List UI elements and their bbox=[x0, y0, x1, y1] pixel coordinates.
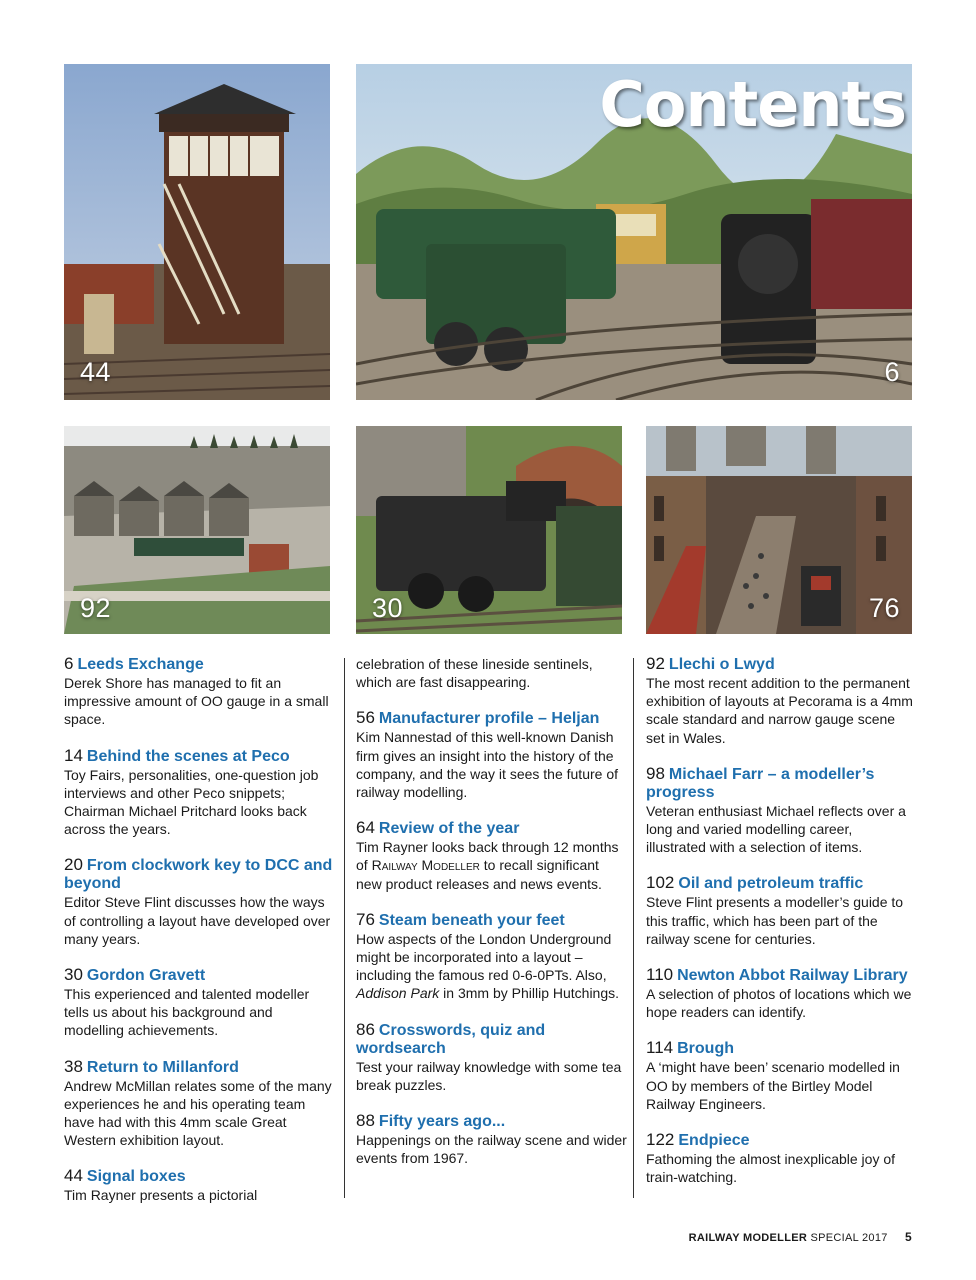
entry-page: 6 bbox=[64, 654, 74, 673]
contents-entry[interactable] bbox=[646, 655, 916, 747]
entry-heading[interactable]: Fifty years ago... bbox=[378, 1113, 506, 1131]
entry-description: celebration of these lineside sentinels, which are fast disappearing. bbox=[356, 656, 593, 691]
entry-page: 30 bbox=[64, 965, 83, 985]
contents-entry[interactable] bbox=[356, 709, 628, 801]
entry-description: Andrew McMillan relates some of the many experiences he and his operating team have had with this 4mm scale Great Western exhibition layout. bbox=[64, 1077, 332, 1149]
entry-heading[interactable]: Manufacturer profile – Heljan bbox=[378, 710, 600, 728]
entry-page: 14 bbox=[64, 745, 83, 765]
contents-entry[interactable] bbox=[646, 1131, 916, 1186]
entry-description: Steve Flint presents a modeller’s guide to this traffic, which has been part of the railway scene for centuries. bbox=[646, 894, 904, 947]
entry-page: 110 bbox=[646, 965, 674, 985]
photo-signal-box bbox=[64, 64, 330, 400]
entry-description: Fathoming the almost inexplicable joy of train-watching. bbox=[646, 1151, 896, 1186]
entry-page: 92 bbox=[646, 654, 665, 673]
entry-heading[interactable]: Brough bbox=[677, 1040, 734, 1058]
photo-page-number: 44 bbox=[80, 357, 112, 387]
entry-heading[interactable]: Newton Abbot Railway Library bbox=[677, 967, 908, 985]
entry-heading[interactable]: Steam beneath your feet bbox=[378, 911, 565, 929]
entry-description: Test your railway knowledge with some tea break puzzles. bbox=[356, 1058, 622, 1093]
edition: SPECIAL 2017 bbox=[810, 1232, 888, 1244]
entry-heading[interactable]: Oil and petroleum traffic bbox=[678, 875, 864, 893]
entry-description: Tim Rayner presents a pictorial bbox=[64, 1187, 258, 1204]
photo-gordon-gravett bbox=[356, 426, 622, 634]
entry-description: How aspects of the London Underground might be incorporated into a layout – including the famous red 0-6-0PTs. Also, Addison Park in 3mm by Phillip Hutchings. bbox=[356, 930, 620, 1002]
entry-heading[interactable]: Michael Farr – a modeller’s progress bbox=[646, 765, 875, 801]
entry-page: 64 bbox=[356, 818, 375, 838]
contents-column-3 bbox=[646, 655, 916, 1204]
entry-heading[interactable]: Review of the year bbox=[378, 820, 520, 838]
page-footer bbox=[689, 1230, 912, 1244]
entry-heading[interactable]: Gordon Gravett bbox=[86, 967, 206, 985]
photo-page-number: 6 bbox=[884, 357, 900, 387]
entry-description: Derek Shore has managed to fit an impressive amount of OO gauge in a small space. bbox=[64, 675, 329, 728]
entry-heading[interactable]: Endpiece bbox=[678, 1132, 750, 1150]
entry-description: Happenings on the railway scene and wider events from 1967. bbox=[356, 1132, 627, 1167]
contents-entry[interactable] bbox=[646, 966, 916, 1021]
contents-entry[interactable] bbox=[646, 1039, 916, 1113]
entry-page: 114 bbox=[646, 1038, 674, 1058]
magazine-name: RAILWAY MODELLER bbox=[688, 1232, 808, 1244]
entry-page: 38 bbox=[64, 1056, 83, 1076]
contents-entry[interactable] bbox=[356, 819, 628, 893]
page-title: Contents bbox=[599, 68, 906, 141]
entry-heading[interactable]: Behind the scenes at Peco bbox=[86, 747, 290, 765]
contents-column-2 bbox=[356, 655, 628, 1185]
entry-page: 56 bbox=[356, 708, 375, 728]
entry-heading[interactable]: Crosswords, quiz and wordsearch bbox=[356, 1021, 546, 1057]
entry-heading[interactable]: Llechi o Lwyd bbox=[668, 656, 775, 673]
photo-page-number: 92 bbox=[80, 593, 112, 623]
contents-entry-continued bbox=[356, 655, 628, 691]
entry-heading[interactable]: Signal boxes bbox=[86, 1168, 186, 1186]
photo-llechi-o-lwyd bbox=[64, 426, 330, 634]
contents-entry[interactable] bbox=[646, 874, 916, 948]
contents-entry[interactable] bbox=[64, 747, 336, 839]
column-divider bbox=[344, 658, 345, 1198]
entry-description: This experienced and talented modeller tells us about his background and modelling achievements. bbox=[64, 986, 310, 1039]
entry-page: 86 bbox=[356, 1019, 375, 1039]
entry-description: Kim Nannestad of this well-known Danish firm gives an insight into the history of the company, and the way it sees the future of railway modelling. bbox=[356, 729, 619, 801]
entry-page: 88 bbox=[356, 1111, 375, 1131]
entry-page: 102 bbox=[646, 873, 675, 893]
entry-page: 76 bbox=[356, 909, 375, 929]
entry-heading[interactable]: Return to Millanford bbox=[86, 1058, 239, 1076]
entry-page: 44 bbox=[64, 1166, 83, 1186]
signal-box-image bbox=[64, 64, 330, 400]
entry-page: 122 bbox=[646, 1130, 675, 1150]
contents-entry[interactable] bbox=[356, 911, 628, 1003]
entry-page: 20 bbox=[64, 855, 83, 875]
contents-entry[interactable] bbox=[64, 966, 336, 1040]
entry-description: Tim Rayner looks back through 12 months of Railway Modeller to recall significant new product releases and news events. bbox=[356, 839, 619, 892]
contents-entry[interactable] bbox=[356, 1112, 628, 1167]
contents-entry[interactable] bbox=[646, 765, 916, 857]
contents-entry[interactable] bbox=[64, 1167, 336, 1204]
entry-description: A selection of photos of locations which we hope readers can identify. bbox=[646, 986, 912, 1021]
entry-description: A ‘might have been’ scenario modelled in OO by members of the Birtley Model Railway Engineers. bbox=[646, 1059, 900, 1112]
entry-description: The most recent addition to the permanent exhibition of layouts at Pecorama is a 4mm scale standard and narrow gauge scene set in Wales. bbox=[646, 675, 913, 746]
entry-heading[interactable]: Leeds Exchange bbox=[77, 656, 204, 673]
photo-page-number: 30 bbox=[372, 593, 404, 623]
contents-entry[interactable] bbox=[64, 1058, 336, 1150]
column-divider bbox=[633, 658, 634, 1198]
contents-entry[interactable] bbox=[356, 1021, 628, 1094]
photo-steam-underground bbox=[646, 426, 912, 634]
entry-heading[interactable]: From clockwork key to DCC and beyond bbox=[64, 857, 333, 893]
photo-page-number: 76 bbox=[868, 593, 900, 623]
entry-description: Veteran enthusiast Michael reflects over a long and varied modelling career, illustrated with a selection of items. bbox=[646, 802, 906, 856]
page-number: 5 bbox=[905, 1230, 912, 1244]
contents-entry[interactable] bbox=[64, 655, 336, 729]
entry-description: Toy Fairs, personalities, one-question job interviews and other Peco snippets; Chairman Michael Pritchard looks back across the years. bbox=[64, 766, 319, 838]
contents-column-1 bbox=[64, 655, 336, 1223]
contents-entry[interactable] bbox=[64, 856, 336, 948]
entry-description: Editor Steve Flint discusses how the ways of controlling a layout have developed over many years. bbox=[64, 894, 331, 947]
entry-page: 98 bbox=[646, 763, 665, 783]
